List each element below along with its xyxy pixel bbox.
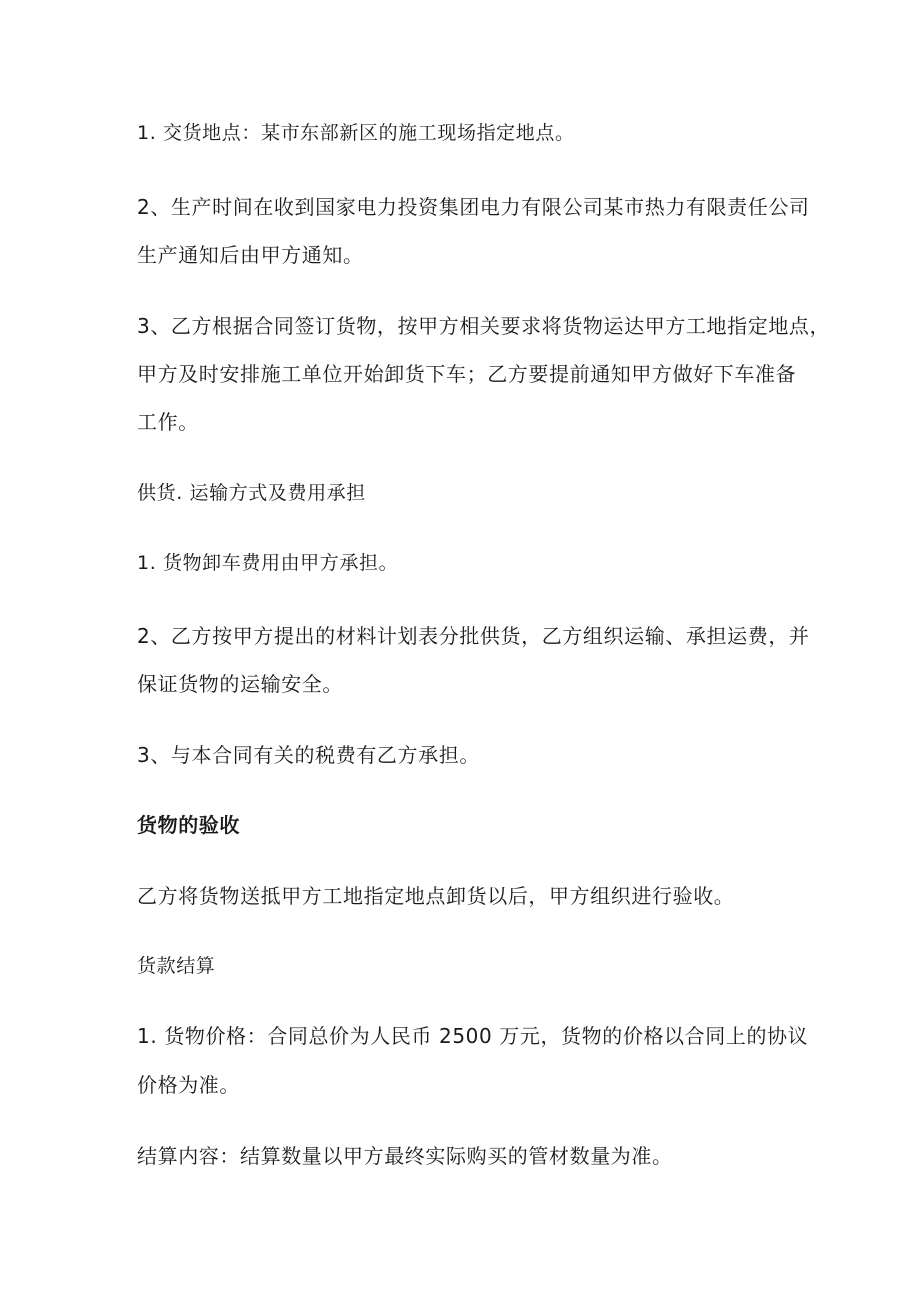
batch-supply-item-line-1: 2、乙方按甲方提出的材料计划表分批供货，乙方组织运输、承担运费，并 (137, 624, 810, 648)
production-time-item-line-1: 2、生产时间在收到国家电力投资集团电力有限公司某市热力有限责任公司 (137, 195, 810, 219)
settlement-content: 结算内容：结算数量以甲方最终实际购买的管材数量为准。 (137, 1144, 673, 1168)
shipping-item-line-1: 3、乙方根据合同签订货物，按甲方相关要求将货物运达甲方工地指定地点， (137, 314, 831, 338)
tax-item: 3、与本合同有关的税费有乙方承担。 (137, 743, 480, 767)
acceptance-heading: 货物的验收 (137, 813, 240, 837)
production-time-item-line-2: 生产通知后由甲方通知。 (137, 243, 364, 267)
shipping-item-line-3: 工作。 (137, 410, 199, 434)
unloading-cost-item: 1. 货物卸车费用由甲方承担。 (137, 552, 399, 574)
supply-transport-heading: 供货. 运输方式及费用承担 (137, 482, 366, 504)
acceptance-text: 乙方将货物送抵甲方工地指定地点卸货以后，甲方组织进行验收。 (137, 884, 735, 908)
shipping-item-line-2: 甲方及时安排施工单位开始卸货下车；乙方要提前通知甲方做好下车准备 (137, 362, 797, 386)
price-item-line-2: 价格为准。 (137, 1073, 240, 1097)
price-item-line-1: 1. 货物价格：合同总价为人民币 2500 万元，货物的价格以合同上的协议 (137, 1024, 809, 1048)
batch-supply-item-line-2: 保证货物的运输安全。 (137, 672, 343, 696)
delivery-location-item: 1. 交货地点：某市东部新区的施工现场指定地点。 (137, 122, 575, 144)
payment-heading: 货款结算 (137, 955, 216, 977)
